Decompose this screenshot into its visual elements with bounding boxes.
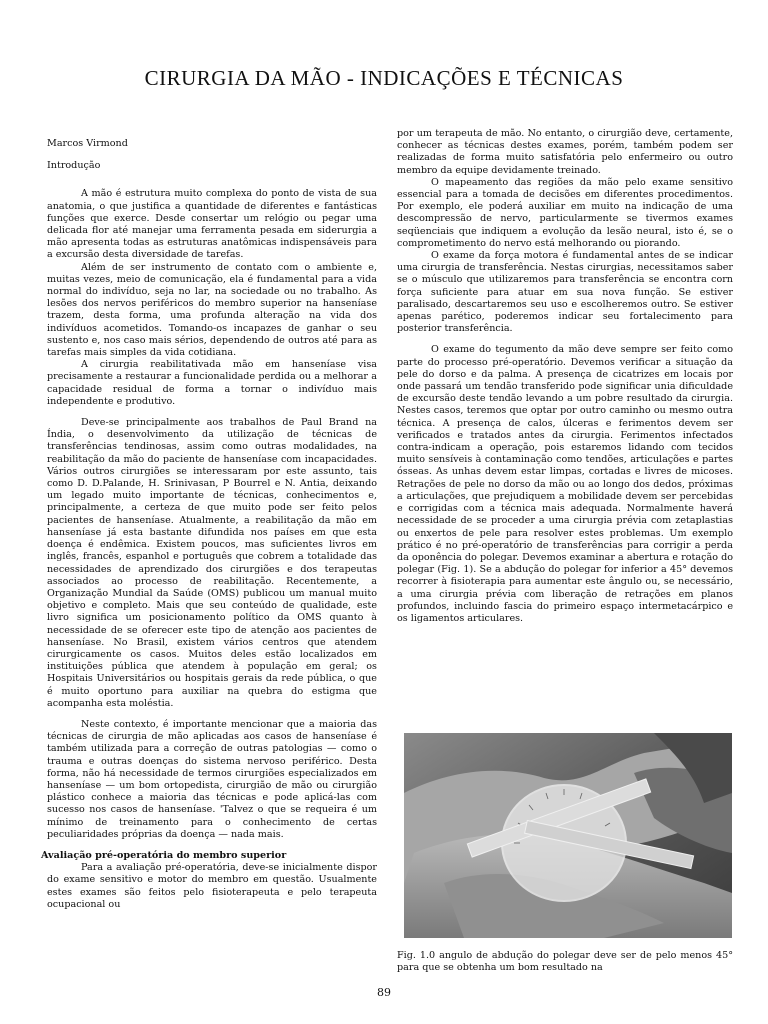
paragraph: Além de ser instrumento de contato com o ambiente e, muitas vezes, meio de comunicação, ela é fundamental para a vida normal do indivíduo, seja no lar, na sociedade ou no trabalho. As lesões dos nervos periféricos do membro superior na hanseníase trazem, desta forma, uma profunda alteração na vida dos indivíduos acometidos. Tomando-os incapazes de ganhar o seu sustento e, nos caso mais sérios, dependendo de outros até para as tarefas mais simples da vida cotidiana.: [47, 261, 377, 359]
author-name: Marcos Virmond: [47, 138, 128, 149]
paragraph: Deve-se principalmente aos trabalhos de Paul Brand na Índia, o desenvolvimento da utilização de técnicas de transferências tendinosas, assim como outras modalidades, na reabilitação da mão do paciente de hanseníase com incapacidades. Vários outros cirurgiões se interessaram por este assunto, tais como D. D.Palande, H. Srinivasan, P Bourrel e N. Antia, deixando um legado muito importante de técnicas, conhecimentos e, principalmente, a certeza de que muito pode ser feito pelos pacientes de hanseníase. Atualmente, a reabilitação da mão em hanseníase já esta bastante difundida nos países em que esta doença é endêmica. Existem poucos, mas suficientes livros em inglês, francês, espanhol e português que cobrem a totalidade das necessidades de aprendizado dos cirurgiões e dos terapeutas associados ao processo de reabilitação. Recentemente, a Organização Mundial da Saúde (OMS) publicou um manual muito objetivo e completo. Mais que seu conteúdo de qualidade, este livro significa um posicionamento político da OMS quanto à necessidade de se oferecer este tipo de atenção aos pacientes de hanseníase. No Brasil, existem vários centros que atendem cirurgicamente os casos. Muitos deles estão localizados em instituições pública que atendem à população em geral; os Hospitais Universitários ou hospitais gerais da rede pública, o que é muito oportuno para auxiliar na quebra do estigma que acompanha esta moléstia.: [47, 417, 377, 709]
left-column: [41, 138, 377, 911]
figure-caption: Fig. 1.0 angulo de abdução do polegar deve ser de pelo menos 45° para que se obtenha um bom resultado na: [397, 950, 733, 974]
article-title: CIRURGIA DA MÃO - INDICAÇÕES E TÉCNICAS: [144, 66, 624, 90]
paragraph: O exame da força motora é fundamental antes de se indicar uma cirurgia de transferência. Nestas cirurgias, necessitamos saber se o músculo que utilizaremos para transferência se encontra corn força suficiente para atuar em sua nova função. Se estiver paralisado, descartaremos seu uso e escolheremos outro. Se estiver apenas parético, poderemos indicar seu fortalecimento para posterior transferência.: [397, 250, 733, 335]
figure-photo-hand-goniometer: [404, 733, 732, 938]
paragraph: Para a avaliação pré-operatória, deve-se inicialmente dispor do exame sensitivo e motor do membro em questão. Usualmente estes exames são feitos pelo fisioterapeuta e pelo terapeuta ocupacional ou: [47, 862, 377, 910]
hand-photo-illustration: [404, 733, 732, 938]
paragraph: A mão é estrutura muito complexa do ponto de vista de sua anatomia, o que justifica a quantidade de diferentes e fantásticas funções que exerce. Desde consertar um relógio ou pegar uma delicada flor até manejar uma ferramenta pesada em siderurgia a mão apresenta todas as estruturas anatômicas indispensáveis para a excursão desta diversidade de tarefas.: [47, 188, 377, 261]
page-number: 89: [377, 986, 391, 999]
paragraph: O mapeamento das regiões da mão pelo exame sensitivo essencial para a tomada de decisões em diferentes procedimentos. Por exemplo, ele poderá auxiliar em muito na indicação de uma descompressão de nervo, particularmente se tivermos exames seqüenciais que indiquem a evolução da lesão neural, isto é, se o comprometimento do nervo está melhorando ou piorando.: [397, 176, 733, 249]
right-column: [397, 128, 733, 625]
intro-heading: Introdução: [47, 160, 101, 172]
paragraph: O exame do tegumento da mão deve sempre ser feito como parte do processo pré-operatório. Devemos verificar a situação da pele do dorso e da palma. A presença de cicatrizes em locais por onde passará um tendão transferido pode significar unia dificuldade de excursão deste tendão levando a um pobre resultado da cirurgia. Nestes casos, teremos que optar por outro caminho ou mesmo outra técnica. A presença de calos, úlceras e ferimentos devem ser verificados e tratados antes da cirurgia. Ferimentos infectados contra-indicam a operação, pois estaremos lidando com tecidos muito sensíveis à contaminação como tendões, articulações e partes ósseas. As unhas devem estar limpas, cortadas e livres de micoses. Retrações de pele no dorso da mão ou ao longo dos dedos, próximas a articulações, que prejudiquem a mobilidade devem ser percebidas e corrigidas com a técnica mais adequada. Normalmente haverá necessidade de se proceder a uma cirurgia prévia com zetaplastias ou enxertos de pele para resolver estes problemas. Um exemplo prático é no pré-operatório de transferências para corrigir a perda da oponência do polegar. Devemos examinar a abertura e rotação do polegar (Fig. 1). Se a abdução do polegar for inferior a 45° devemos recorrer à fisioterapia para aumentar este ângulo ou, se necessário, a uma cirurgia prévia com liberação de retrações em planos profundos, incluindo fascia do primeiro espaço intermetacárpico e os ligamentos articulares.: [397, 344, 733, 624]
paragraph: A cirurgia reabilitativada mão em hanseníase visa precisamente a restaurar a funcionalidade perdida ou a melhorar a capacidade residual de forma a tornar o indivíduo mais independente e produtivo.: [47, 359, 377, 407]
paragraph: por um terapeuta de mão. No entanto, o cirurgião deve, certamente, conhecer as técnicas destes exames, porém, também podem ser realizadas de forma muito satisfatória pelo enfermeiro ou outro membro da equipe devidamente treinado.: [397, 128, 733, 176]
paragraph: Neste contexto, é importante mencionar que a maioria das técnicas de cirurgia de mão aplicadas aos casos de hanseníase é também utilizada para a correção de outras patologias — como o trauma e outras doenças do sistema nervoso periférico. Desta forma, não há necessidade de termos cirurgiões especializados em hanseníase — um bom ortopedista, cirurgião de mão ou cirurgião plástico conhece a maioria das técnicas e pode aplicá-las com sucesso nos casos de hanseníase. 'Talvez o que se requeira é um mínimo de treinamento para o conhecimento de certas peculiaridades próprias da doença — nada mais.: [47, 718, 377, 840]
section-heading: Avaliação pré-operatória do membro superior: [41, 849, 287, 861]
